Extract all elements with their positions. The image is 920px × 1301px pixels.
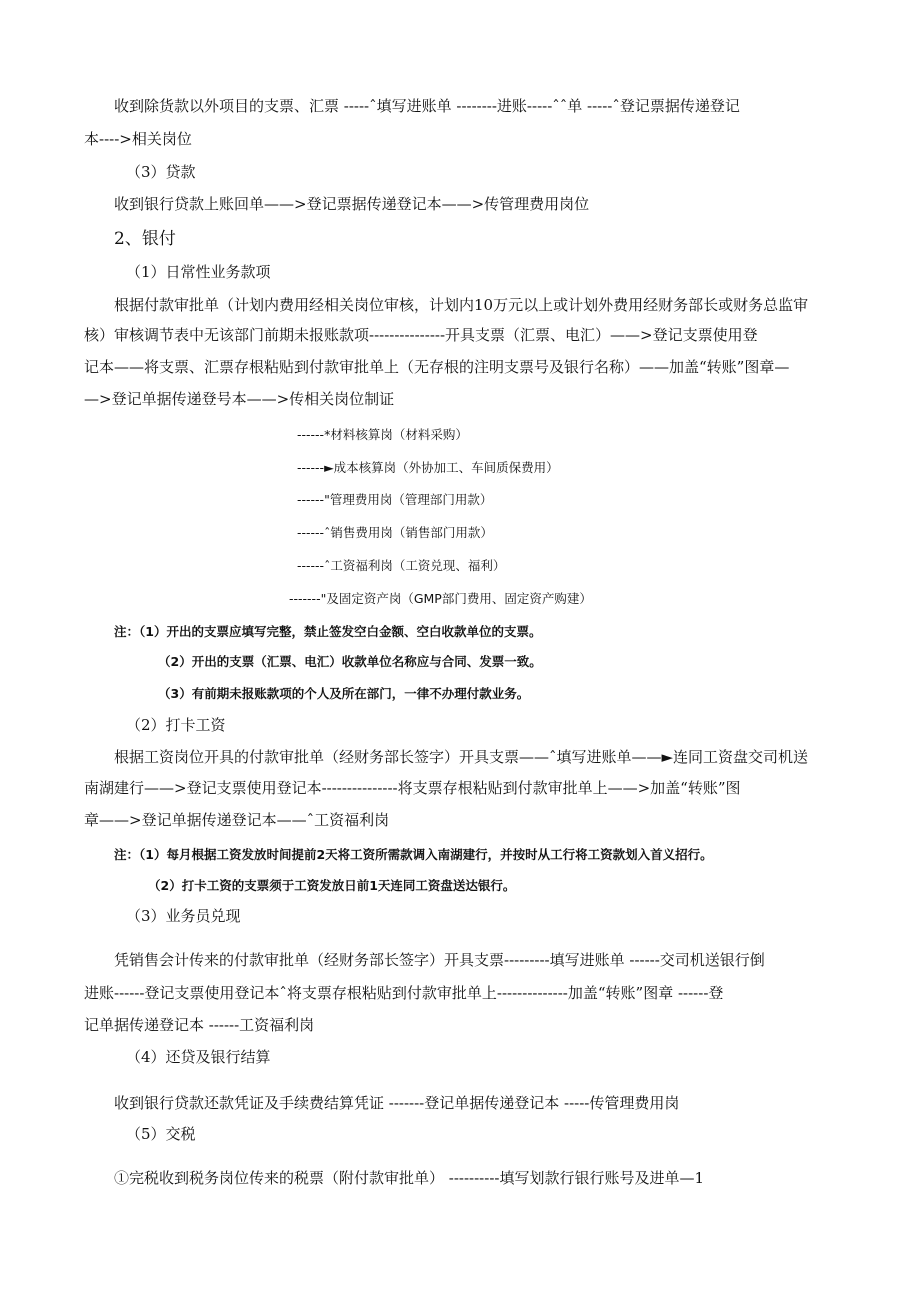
paragraph-line: 核）审核调节表中无该部门前期未报账款项---------------开具支票（汇票、电汇）——>登记支票使用登 [84, 326, 758, 344]
note-line: 注：（1）每月根据工资发放时间提前2天将工资所需款调入南湖建行，并按时从工行将工资款划入首义招行。 [114, 847, 713, 862]
flow-branch-line: ------"管理费用岗（管理部门用款） [297, 492, 493, 507]
subheading: （1）日常性业务款项 [126, 263, 271, 281]
paragraph-line: 根据付款审批单（计划内费用经相关岗位审核，计划内10万元以上或计划外费用经财务部长或财务总监审 [114, 296, 809, 314]
paragraph-line: 记单据传递登记本 ------工资福利岗 [84, 1016, 315, 1034]
note-line: （2）开出的支票（汇票、电汇）收款单位名称应与合同、发票一致。 [158, 654, 542, 669]
paragraph-line: ①完税收到税务岗位传来的税票（附付款审批单） ----------填写划款行银行账号及进单—1 [114, 1169, 704, 1187]
subheading: （3）业务员兑现 [126, 907, 241, 925]
paragraph-line: 本---->相关岗位 [84, 130, 192, 148]
paragraph-line: 根据工资岗位开具的付款审批单（经财务部长签字）开具支票——ˆ填写进账单——►连同工资盘交司机送 [114, 748, 809, 766]
flow-branch-line: ------ˆ工资福利岗（工资兑现、福利） [297, 558, 506, 573]
paragraph-line: 收到银行贷款上账回单——>登记票据传递登记本——>传管理费用岗位 [114, 195, 590, 213]
note-line: 注：（1）开出的支票应填写完整，禁止签发空白金额、空白收款单位的支票。 [114, 624, 542, 639]
section-heading: 2、银付 [114, 229, 176, 249]
flow-branch-line: ------*材料核算岗（材料采购） [297, 427, 468, 442]
paragraph-line: —>登记单据传递登号本——>传相关岗位制证 [84, 390, 395, 408]
flow-branch-line: ------►成本核算岗（外协加工、车间质保费用） [297, 460, 559, 475]
paragraph-line: 凭销售会计传来的付款审批单（经财务部长签字）开具支票---------填写进账单 ------交司机送银行倒 [114, 951, 765, 969]
subheading: （5）交税 [126, 1125, 196, 1143]
paragraph-line: 收到银行贷款还款凭证及手续费结算凭证 -------登记单据传递登记本 -----传管理费用岗 [114, 1094, 680, 1112]
subheading: （2）打卡工资 [126, 716, 226, 734]
flow-branch-line: ------ˆ销售费用岗（销售部门用款） [297, 525, 493, 540]
note-line: （3）有前期未报账款项的个人及所在部门，一律不办理付款业务。 [158, 686, 530, 701]
note-line: （2）打卡工资的支票须于工资发放日前1天连同工资盘送达银行。 [148, 878, 516, 893]
paragraph-line: 收到除货款以外项目的支票、汇票 -----ˆ填写进账单 --------进账-----ˆˆ单 -----ˆ登记票据传递登记 [114, 97, 740, 115]
flow-branch-line: -------"及固定资产岗（GMP部门费用、固定资产购建） [289, 591, 592, 606]
paragraph-line: 章——>登记单据传递登记本——ˆ工资福利岗 [84, 811, 390, 829]
paragraph-line: 记本——将支票、汇票存根粘贴到付款审批单上（无存根的注明支票号及银行名称）——加盖“转账”图章— [84, 358, 790, 376]
subheading: （3）贷款 [126, 163, 196, 181]
paragraph-line: 进账------登记支票使用登记本ˆ将支票存根粘贴到付款审批单上--------------加盖“转账”图章 ------登 [84, 984, 724, 1002]
subheading: （4）还贷及银行结算 [126, 1048, 271, 1066]
paragraph-line: 南湖建行——>登记支票使用登记本---------------将支票存根粘贴到付款审批单上——>加盖“转账”图 [84, 779, 741, 797]
